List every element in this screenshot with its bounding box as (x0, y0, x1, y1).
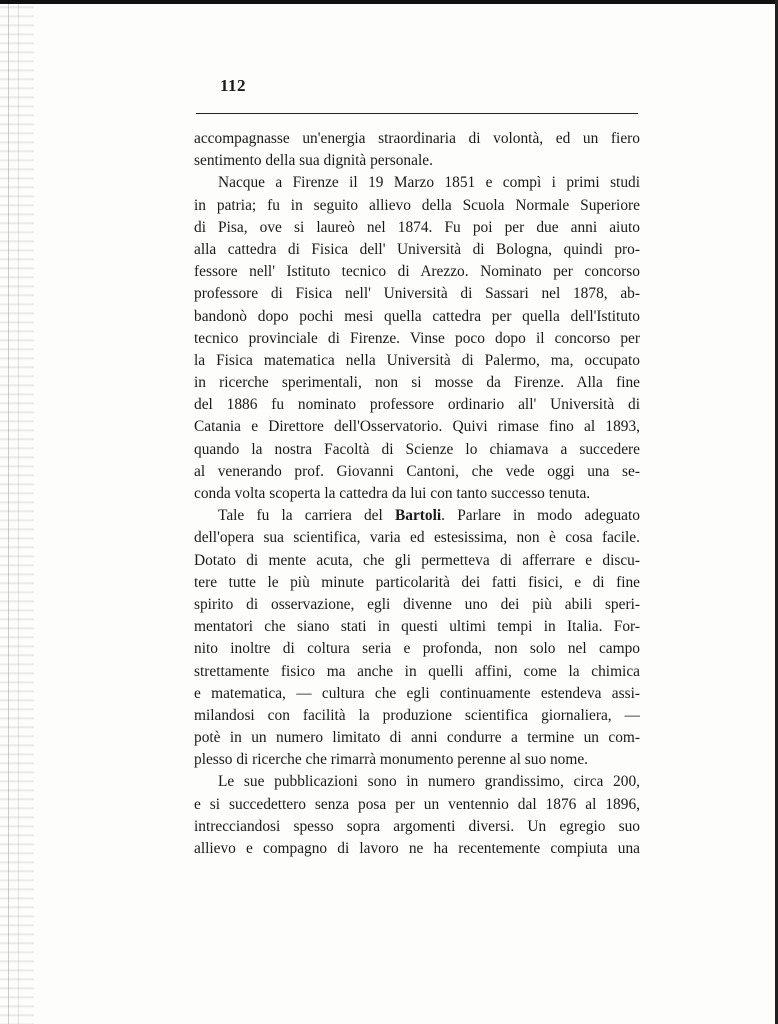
body-text (194, 128, 640, 860)
text-line: di Pisa, ove si laureò nel 1874. Fu poi per due anni aiuto (194, 218, 640, 236)
text-line: professore di Fisica nell' Università di Sassari nel 1878, ab- (194, 285, 640, 303)
page-number: 112 (220, 76, 247, 95)
scan-top-edge (0, 0, 778, 4)
text-line: bandonò dopo pochi mesi quella cattedra per quella dell'Istituto (194, 307, 640, 325)
text-line: alla cattedra di Fisica dell' Università di Bologna, quindi pro- (194, 240, 640, 258)
text-line: milandosi con facilità la produzione scientifica giornaliera, — (194, 706, 640, 724)
header-rule (196, 113, 638, 114)
text-line: nito inoltre di coltura seria e profonda, non solo nel campo (194, 640, 640, 658)
text-line: al venerando prof. Giovanni Cantoni, che vede oggi una se- (194, 462, 640, 480)
text-line: del 1886 fu nominato professore ordinario all' Università di (194, 396, 640, 414)
text-line: accompagnasse un'energia straordinaria di volontà, ed un fiero (194, 130, 640, 147)
text-line: in patria; fu in seguito allievo della Scuola Normale Superiore (194, 196, 640, 214)
surname-bartoli: Bartoli (394, 507, 442, 525)
text-line: e si succedettero senza posa per un ventennio dal 1876 al 1896, (194, 795, 640, 813)
text-line: Le sue pubblicazioni sono in numero grandissimo, circa 200, (218, 773, 640, 791)
text-line: dell'opera sua scientifica, varia ed estesissima, non è cosa facile. (194, 529, 640, 547)
text-line: tere tutte le più minute particolarità dei fatti fisici, e di fine (194, 573, 640, 591)
text-line: plesso di ricerche che rimarrà monumento perenne al suo nome. (194, 751, 589, 769)
text-line: potè in un numero limitato di anni condurre a termine un com- (194, 729, 640, 747)
text-line: mentatori che siano stati in questi ultimi tempi in Italia. For- (194, 618, 640, 636)
text-line: spirito di osservazione, egli divenne uno dei più abili speri- (194, 595, 640, 613)
text-line: allievo e compagno di lavoro ne ha recentemente compiuta una (194, 840, 640, 857)
text-line: intrecciandosi spesso sopra argomenti diversi. Un egregio suo (194, 817, 640, 835)
text-line: la Fisica matematica nella Università di Palermo, ma, occupato (194, 351, 640, 369)
text-segment: Tale fu la carriera del (218, 507, 383, 525)
text-line: fessore nell' Istituto tecnico di Arezzo. Nominato per concorso (194, 263, 640, 281)
text-line: sentimento della sua dignità personale. (194, 152, 433, 170)
text-line: Dotato di mente acuta, che gli permetteva di afferrare e discu- (194, 551, 640, 569)
text-line: in ricerche sperimentali, non si mosse da Firenze. Alla fine (194, 374, 640, 392)
text-line: strettamente fisico ma anche in quelli affini, come la chimica (194, 662, 640, 680)
text-line: tecnico provinciale di Firenze. Vinse poco dopo il concorso per (194, 329, 640, 347)
text-segment: . Parlare in modo adeguato (441, 507, 640, 525)
text-line: conda volta scoperta la cattedra da lui con tanto successo tenuta. (194, 485, 591, 502)
text-line: quando la nostra Facoltà di Scienze lo chiamava a succedere (194, 440, 640, 458)
text-line: Catania e Direttore dell'Osservatorio. Quivi rimase fino al 1893, (194, 418, 640, 436)
text-line-with-name (194, 505, 640, 527)
text-line: Nacque a Firenze il 19 Marzo 1851 e compì i primi studi (218, 174, 640, 192)
book-binding-edge (0, 0, 34, 1024)
text-line: e matematica, — cultura che egli continuamente estendeva assi- (194, 684, 640, 702)
